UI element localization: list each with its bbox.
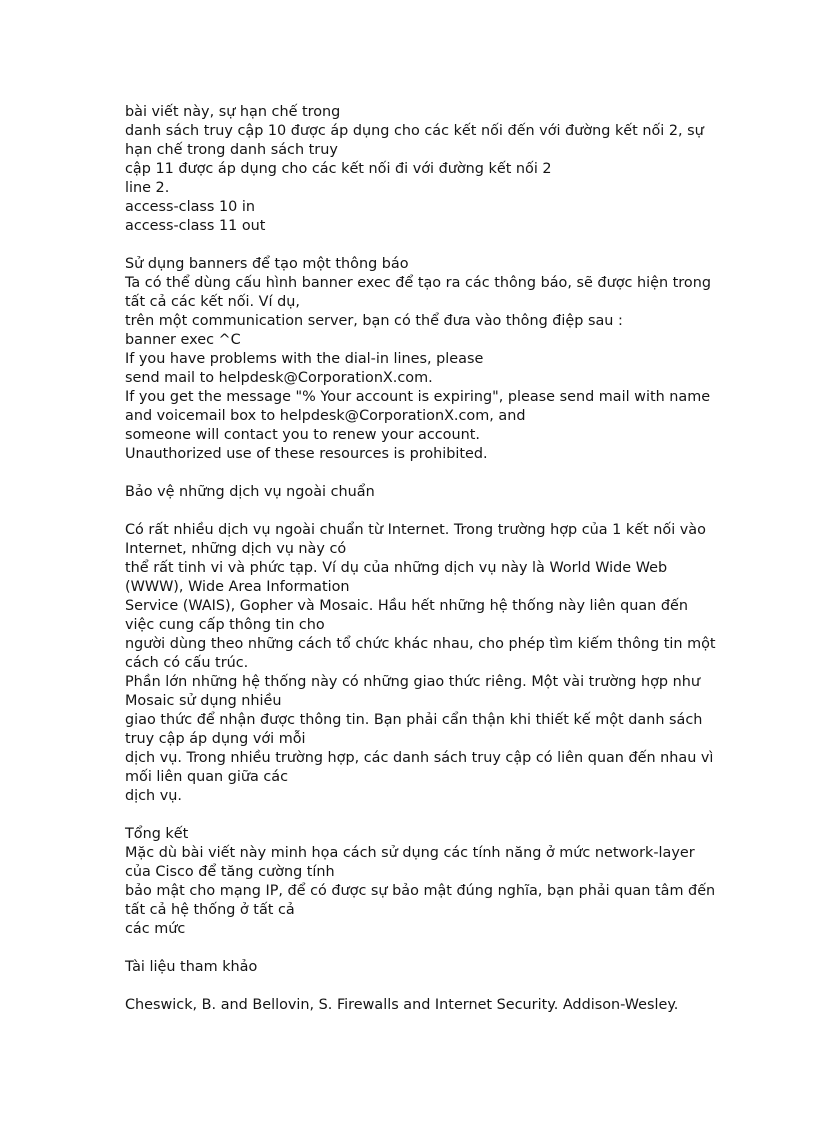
text-line: If you get the message "% Your account is expiring", please send mail with name	[125, 389, 711, 405]
blank-line	[125, 806, 737, 825]
document-page	[125, 103, 737, 1015]
text-line: mối liên quan giữa các	[125, 769, 288, 785]
text-line: Tài liệu tham khảo	[125, 959, 258, 975]
text-line: Cheswick, B. and Bellovin, S. Firewalls and Internet Security. Addison-Wesley.	[125, 997, 679, 1013]
text-line: cách có cấu trúc.	[125, 655, 249, 671]
text-line: Bảo vệ những dịch vụ ngoài chuẩn	[125, 484, 375, 500]
text-line: cập 11 được áp dụng cho các kết nối đi với đường kết nối 2	[125, 161, 552, 177]
text-line: Sử dụng banners để tạo một thông báo	[125, 256, 409, 272]
text-line: Có rất nhiều dịch vụ ngoài chuẩn từ Internet. Trong trường hợp của 1 kết nối vào	[125, 522, 706, 538]
text-line: someone will contact you to renew your account.	[125, 427, 480, 443]
text-line: Mosaic sử dụng nhiều	[125, 693, 282, 709]
text-line: Internet, những dịch vụ này có	[125, 541, 347, 557]
blank-line	[125, 464, 737, 483]
text-line: danh sách truy cập 10 được áp dụng cho các kết nối đến với đường kết nối 2, sự	[125, 123, 704, 139]
text-line: người dùng theo những cách tổ chức khác nhau, cho phép tìm kiếm thông tin một	[125, 636, 716, 652]
text-line: dịch vụ. Trong nhiều trường hợp, các danh sách truy cập có liên quan đến nhau vì	[125, 750, 714, 766]
text-line: access-class 10 in	[125, 199, 255, 215]
blank-line	[125, 236, 737, 255]
blank-line	[125, 502, 737, 521]
text-line: (WWW), Wide Area Information	[125, 579, 350, 595]
text-line: Tổng kết	[125, 826, 189, 842]
text-line: Unauthorized use of these resources is prohibited.	[125, 446, 488, 462]
text-line: truy cập áp dụng với mỗi	[125, 731, 306, 747]
text-line: Service (WAIS), Gopher và Mosaic. Hầu hết những hệ thống này liên quan đến	[125, 598, 688, 614]
text-line: thể rất tinh vi và phức tạp. Ví dụ của những dịch vụ này là World Wide Web	[125, 560, 668, 576]
text-line: trên một communication server, bạn có thể đưa vào thông điệp sau :	[125, 313, 623, 329]
text-line: các mức	[125, 921, 186, 937]
text-line: banner exec ^C	[125, 332, 241, 348]
text-line: and voicemail box to helpdesk@CorporationX.com, and	[125, 408, 526, 424]
text-line: tất cả hệ thống ở tất cả	[125, 902, 295, 918]
text-line: line 2.	[125, 180, 170, 196]
text-line: của Cisco để tăng cường tính	[125, 864, 335, 880]
text-line: bài viết này, sự hạn chế trong	[125, 104, 341, 120]
text-line: giao thức để nhận được thông tin. Bạn phải cẩn thận khi thiết kế một danh sách	[125, 712, 703, 728]
blank-line	[125, 939, 737, 958]
text-line: bảo mật cho mạng IP, để có được sự bảo mật đúng nghĩa, bạn phải quan tâm đến	[125, 883, 716, 899]
text-line: tất cả các kết nối. Ví dụ,	[125, 294, 300, 310]
text-line: Mặc dù bài viết này minh họa cách sử dụng các tính năng ở mức network-layer	[125, 845, 695, 861]
text-line: access-class 11 out	[125, 218, 266, 234]
text-line: send mail to helpdesk@CorporationX.com.	[125, 370, 433, 386]
blank-line	[125, 977, 737, 996]
text-line: Phần lớn những hệ thống này có những giao thức riêng. Một vài trường hợp như	[125, 674, 700, 690]
text-line: hạn chế trong danh sách truy	[125, 142, 338, 158]
text-line: dịch vụ.	[125, 788, 182, 804]
text-line: việc cung cấp thông tin cho	[125, 617, 325, 633]
text-line: If you have problems with the dial-in lines, please	[125, 351, 484, 367]
text-line: Ta có thể dùng cấu hình banner exec để tạo ra các thông báo, sẽ được hiện trong	[125, 275, 711, 291]
